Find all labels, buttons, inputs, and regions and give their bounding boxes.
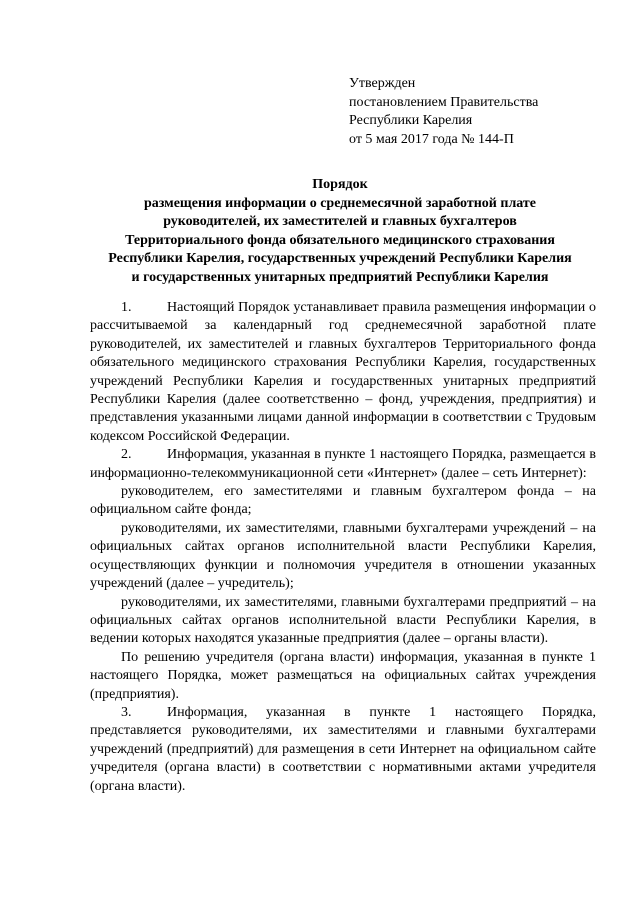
title-line-4: Территориального фонда обязательного медицинского страхования [125, 232, 555, 248]
approval-line-1: Утвержден [349, 76, 416, 91]
title-line-1: Порядок [312, 177, 368, 192]
document-body [90, 299, 596, 796]
approval-block [349, 75, 538, 149]
document-title [84, 176, 596, 287]
paragraph-enterprises: руководителями, их заместителями, главными бухгалтерами предприятий – на официальных сайтах органов исполнительной власти Республики Карелия, в ведении которых находятся указанные предприятия (далее – органы власти). [90, 594, 596, 647]
title-line-5: Республики Карелия, государственных учреждений Республики Карелия [108, 251, 572, 266]
title-line-2: размещения информации о среднемесячной заработной плате [143, 195, 537, 211]
paragraph-3-text: Информация, указанная в пункте 1 настоящего Порядка, представляется руководителями, их заместителями и главными бухгалтерами учреждений (предприятий) для размещения в сети Интернет на официальном сайте учредителя (органа власти) в соответствии с нормативными актами учредителя (органа власти). [90, 704, 596, 794]
paragraph-1-number: 1. [121, 300, 132, 315]
paragraph-1 [90, 299, 596, 446]
approval-line-3: Республики Карелия [349, 113, 473, 128]
paragraph-founder-decision: По решению учредителя (органа власти) информация, указанная в пункте 1 настоящего Порядка, может размещаться на официальных сайтах учреждения (предприятия). [90, 649, 596, 702]
title-line-6: и государственных унитарных предприятий Республики Карелия [131, 269, 549, 285]
paragraph-fund: руководителем, его заместителями и главным бухгалтером фонда – на официальном сайте фонда; [90, 484, 596, 518]
paragraph-2 [90, 446, 596, 483]
paragraph-3 [90, 704, 596, 796]
approval-line-4: от 5 мая 2017 года № 144-П [349, 131, 514, 147]
paragraph-2-text: Информация, указанная в пункте 1 настоящего Порядка, размещается в информационно-телекоммуникационной сети «Интернет» (далее – сеть Интернет): [90, 447, 596, 481]
paragraph-3-number: 3. [121, 704, 132, 720]
paragraph-1-text: Настоящий Порядок устанавливает правила размещения информации о рассчитываемой за календарный год среднемесячной заработной плате руководителей, их заместителей и главных бухгалтеров Территориального фонда обязательного медицинского страхования Республики Карелия, государственных учреждений Республики Карелия и государственных унитарных предприятий Республики Карелия (далее соответственно – фонд, учреждения, предприятия) и представления указанными лицами данной информации в соответствии с Трудовым кодексом Российской Федерации. [90, 300, 596, 444]
approval-line-2: постановлением Правительства [349, 94, 539, 110]
title-line-3: руководителей, их заместителей и главных бухгалтеров [163, 214, 517, 229]
paragraph-institutions: руководителями, их заместителями, главными бухгалтерами учреждений – на официальных сайтах органов исполнительной власти Республики Карелия, осуществляющих функции и полномочия учредителя в отношении указанных учреждений (далее – учредитель); [90, 520, 596, 592]
paragraph-2-number: 2. [121, 447, 132, 463]
